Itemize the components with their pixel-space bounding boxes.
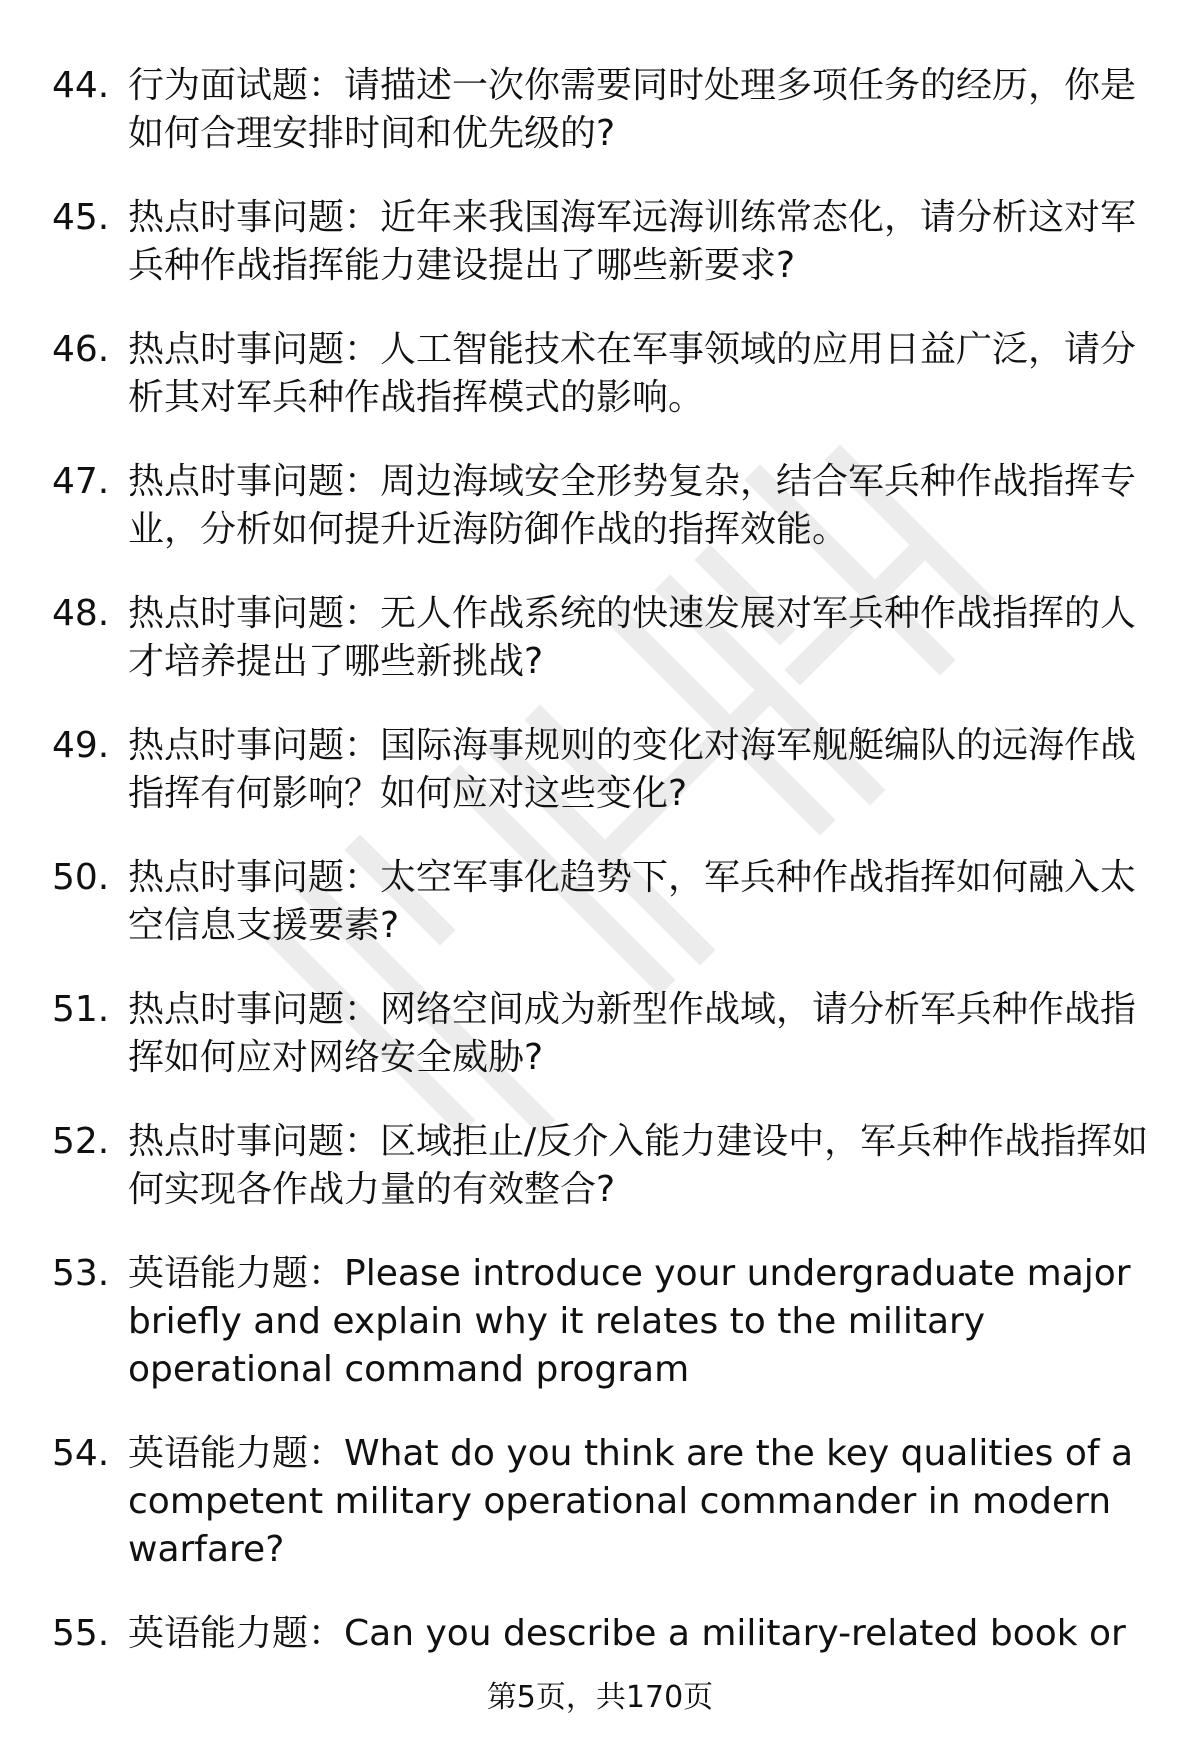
item-number: 49. — [52, 725, 110, 766]
list-item — [52, 1118, 1150, 1214]
item-number: 48. — [52, 593, 110, 634]
item-text: 热点时事问题：国际海事规则的变化对海军舰艇编队的远海作战指挥有何影响？如何应对这些变化? — [128, 725, 1137, 814]
document-page — [52, 62, 1150, 1694]
list-item — [52, 590, 1150, 686]
list-item — [52, 62, 1150, 158]
item-text: 热点时事问题：太空军事化趋势下，军兵种作战指挥如何融入太空信息支援要素? — [128, 857, 1137, 946]
item-number: 54. — [52, 1433, 110, 1474]
item-text: 热点时事问题：周边海域安全形势复杂，结合军兵种作战指挥专业，分析如何提升近海防御作战的指挥效能。 — [128, 461, 1137, 550]
item-text: 热点时事问题：无人作战系统的快速发展对军兵种作战指挥的人才培养提出了哪些新挑战? — [128, 593, 1137, 682]
list-item — [52, 1610, 1150, 1658]
item-text: 热点时事问题：近年来我国海军远海训练常态化，请分析这对军兵种作战指挥能力建设提出了哪些新要求? — [128, 197, 1137, 286]
item-number: 46. — [52, 329, 110, 370]
item-number: 50. — [52, 857, 110, 898]
list-item — [52, 722, 1150, 818]
item-number: 44. — [52, 65, 110, 106]
item-number: 47. — [52, 461, 110, 502]
item-text: 热点时事问题：人工智能技术在军事领域的应用日益广泛，请分析其对军兵种作战指挥模式的影响。 — [128, 329, 1137, 418]
list-item — [52, 986, 1150, 1082]
list-item — [52, 458, 1150, 554]
item-text: 行为面试题：请描述一次你需要同时处理多项任务的经历，你是如何合理安排时间和优先级的? — [128, 65, 1137, 154]
item-text: 英语能力题：Please introduce your undergraduate major briefly and explain why it relates to the military operational command program — [128, 1253, 1131, 1390]
item-text: 热点时事问题：网络空间成为新型作战域，请分析军兵种作战指挥如何应对网络安全威胁? — [128, 989, 1137, 1078]
item-text: 英语能力题：What do you think are the key qualities of a competent military operational commander in modern warfare? — [128, 1433, 1134, 1570]
list-item — [52, 326, 1150, 422]
item-number: 51. — [52, 989, 110, 1030]
item-number: 45. — [52, 197, 110, 238]
item-number: 53. — [52, 1253, 110, 1294]
list-item — [52, 1250, 1150, 1394]
page-footer: 第5页，共170页 — [486, 1680, 714, 1715]
item-number: 55. — [52, 1613, 110, 1654]
item-text: 英语能力题：Can you describe a military-related book or — [128, 1613, 1126, 1654]
item-text: 热点时事问题：区域拒止/反介入能力建设中，军兵种作战指挥如何实现各作战力量的有效整合? — [128, 1121, 1149, 1210]
list-item — [52, 194, 1150, 290]
list-item — [52, 1430, 1150, 1574]
list-item — [52, 854, 1150, 950]
item-number: 52. — [52, 1121, 110, 1162]
